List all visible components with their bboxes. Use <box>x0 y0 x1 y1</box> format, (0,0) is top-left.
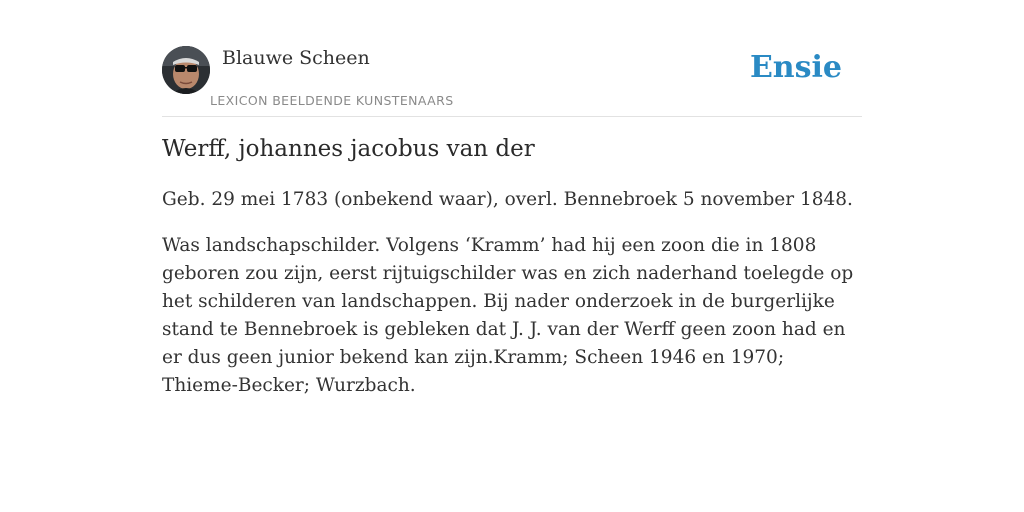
article <box>162 136 862 418</box>
avatar[interactable] <box>162 46 210 94</box>
header <box>162 46 862 117</box>
brand-logo[interactable]: Ensie <box>749 50 842 85</box>
article-paragraph: Geb. 29 mei 1783 (onbekend waar), overl. Bennebroek 5 november 1848. <box>162 189 853 210</box>
category-label[interactable]: LEXICON BEELDENDE KUNSTENAARS <box>210 93 454 108</box>
author-name[interactable]: Blauwe Scheen <box>222 47 370 69</box>
article-title: Werff, johannes jacobus van der <box>162 136 535 162</box>
avatar-photo <box>162 46 210 94</box>
article-paragraph: Was landschapschilder. Volgens ‘Kramm’ had hij een zoon die in 1808 geboren zou zijn, eerst rijtuigschilder was en zich naderhand toelegde op het schilderen van landschappen. Bij nader onderzoek in de burgerlijke stand te Bennebroek is gebleken dat J. J. van der Werff geen zoon had en er dus geen junior bekend kan zijn.Kramm; Scheen 1946 en 1970; Thieme-Becker; Wurzbach. <box>162 235 854 396</box>
